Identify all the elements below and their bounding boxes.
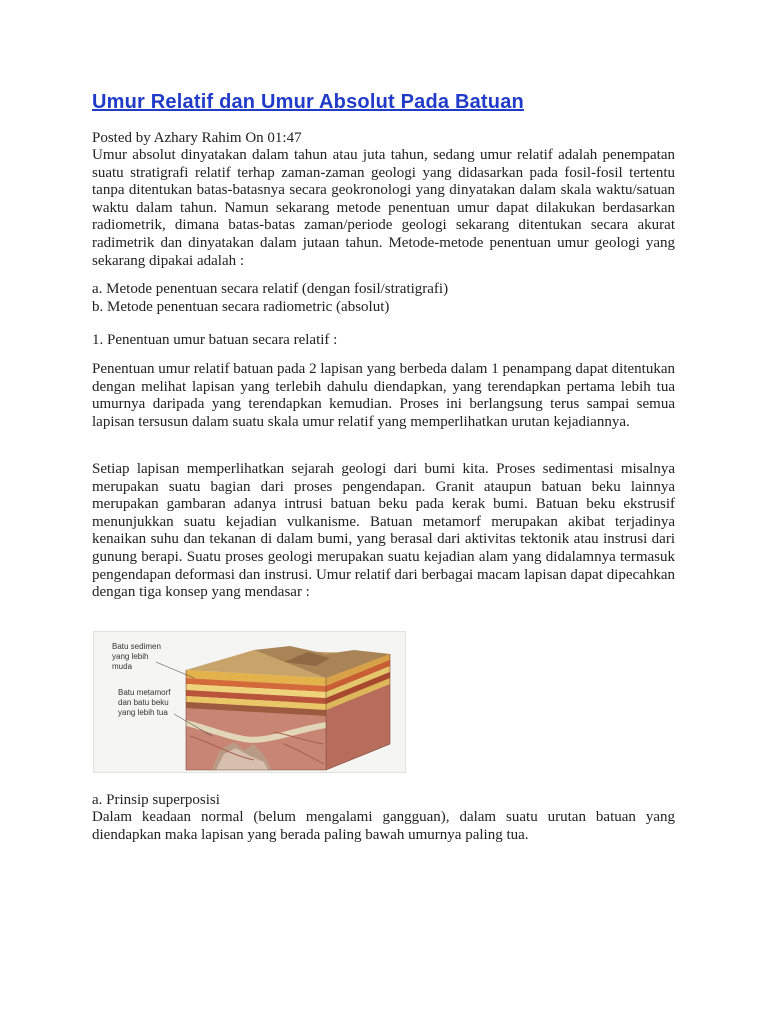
section-heading-relative: 1. Penentuan umur batuan secara relatif : bbox=[92, 332, 338, 348]
principle-heading: a. Prinsip superposisi bbox=[92, 792, 220, 808]
method-item-radiometric: b. Metode penentuan secara radiometric (absolut) bbox=[92, 298, 390, 315]
relative-dating-paragraph: Penentuan umur relatif batuan pada 2 lapisan yang berbeda dalam 1 penampang dapat ditentukan dengan melihat lapisan yang terlebih dahulu diendapkan, yang terendapkan pertama lebih tua umurnya daripada yang terendapkan kemudian. Proses ini berlangsung terus sampai semua lapisan tersusun dalam suatu skala umur relatif yang memperlihatkan urutan kejadiannya. bbox=[92, 361, 675, 430]
intro-paragraph: Umur absolut dinyatakan dalam tahun atau juta tahun, sedang umur relatif adalah penempatan suatu stratigrafi relatif terhap zaman-zaman geologi yang didasarkan pada fosil-fosil tertentu tanpa ditentukan batas-batasnya secara geokronologi yang dinyatakan dalam skala waktu/satuan waktu dalam tahun. Namun sekarang metode penentuan umur dapat dilakukan berdasarkan radiometrik, dimana batas-batas zaman/periode geologi sekarang ditentukan secara akurat radimetrik dan dinyatakan dalam jutaan tahun. Metode-metode penentuan umur geologi yang sekarang dipakai adalah : bbox=[92, 147, 675, 269]
method-list bbox=[92, 281, 675, 316]
geologic-history-paragraph: Setiap lapisan memperlihatkan sejarah geologi dari bumi kita. Proses sedimentasi misalnya merupakan suatu bagian dari proses pengendapan. Granit ataupun batuan beku lainnya merupakan gambaran adanya intrusi batuan beku pada kerak bumi. Batuan beku ekstrusif menunjukkan suatu kejadian vulkanisme. Batuan metamorf merupakan akibat terjadinya kenaikan suhu dan tekanan di dalam bumi, yang berasal dari aktivitas tektonik atau instrusi dari gunung berapi. Suatu proses geologi merupakan suatu kejadian alam yang didalamnya termasuk pengendapan deformasi dan instrusi. Umur relatif dari berbagai macam lapisan dapat dipecahkan dengan tiga konsep yang mendasar : bbox=[92, 461, 675, 601]
label-young-sediment: Batu sedimen yang lebih muda bbox=[112, 642, 161, 671]
superposition-paragraph: Dalam keadaan normal (belum mengalami gangguan), dalam suatu urutan batuan yang diendapkan maka lapisan yang berada paling bawah umurnya paling tua. bbox=[92, 809, 675, 843]
posted-by: Posted by Azhary Rahim On 01:47 bbox=[92, 130, 302, 146]
method-item-relative: a. Metode penentuan secara relatif (dengan fosil/stratigrafi) bbox=[92, 281, 449, 297]
article-title[interactable]: Umur Relatif dan Umur Absolut Pada Batuan bbox=[92, 91, 524, 113]
rock-layers-figure bbox=[93, 631, 406, 773]
label-old-metamorphic: Batu metamorf dan batu beku yang lebih tua bbox=[118, 688, 171, 717]
